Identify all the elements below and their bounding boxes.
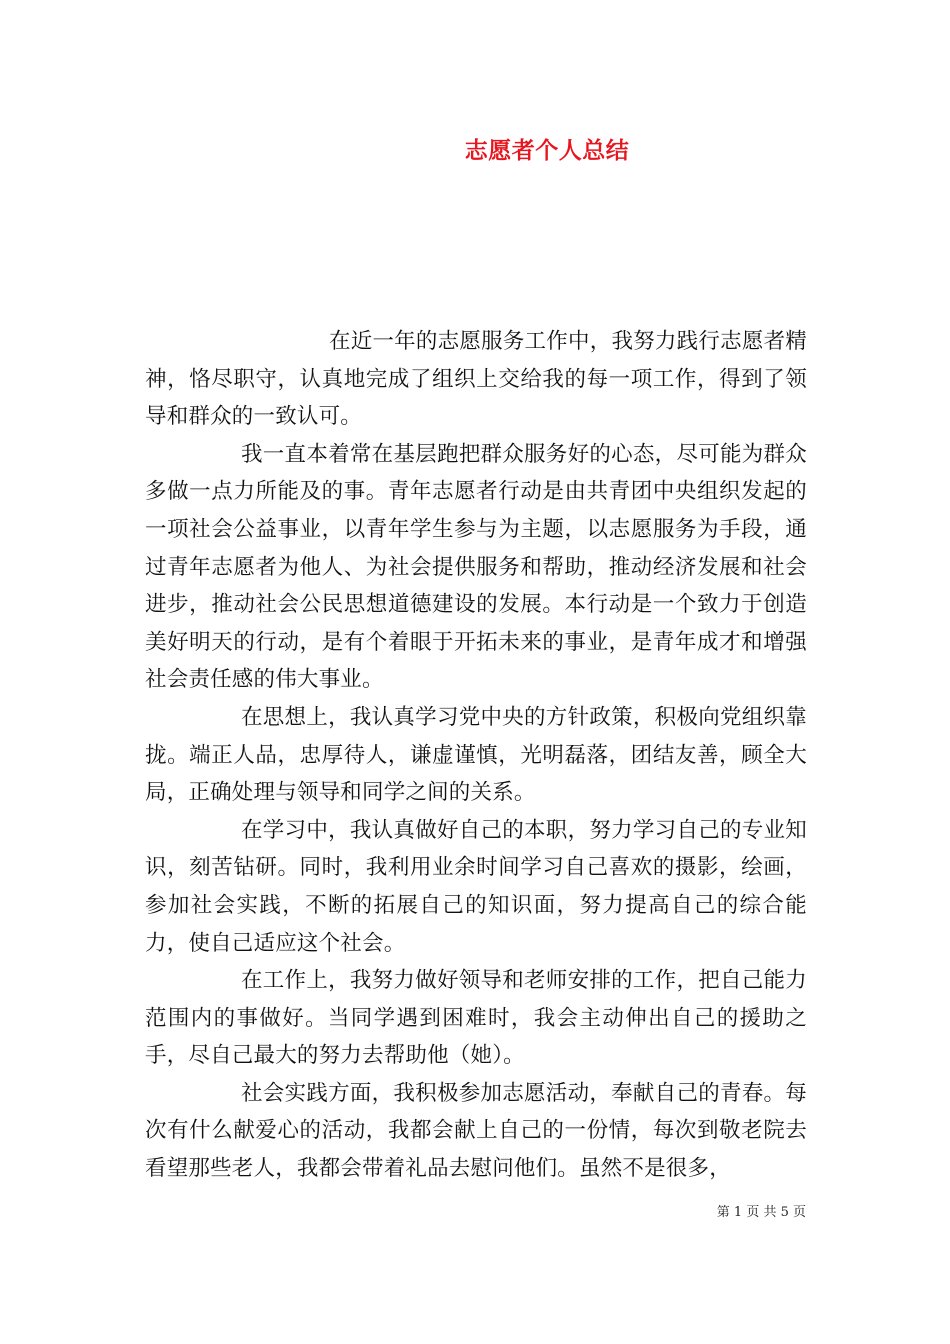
paragraph-intro: 在近一年的志愿服务工作中，我努力践行志愿者精神，恪尽职守，认真地完成了组织上交给我的每一项工作，得到了领导和群众的一致认可。 bbox=[145, 329, 807, 430]
paragraph-study: 在学习中，我认真做好自己的本职，努力学习自己的专业知识，刻苦钻研。同时，我利用业余时间学习自己喜欢的摄影，绘画，参加社会实践，不断的拓展自己的知识面，努力提高自己的综合能力，使自己适应这个社会。 bbox=[145, 817, 807, 956]
page-number-footer: 第 1 页 共 5 页 bbox=[716, 1205, 806, 1220]
paragraph-work: 在工作上，我努力做好领导和老师安排的工作，把自己能力范围内的事做好。当同学遇到困难时，我会主动伸出自己的援助之手，尽自己最大的努力去帮助他（她）。 bbox=[145, 968, 807, 1069]
document-body bbox=[145, 323, 807, 1188]
paragraph-social-practice: 社会实践方面，我积极参加志愿活动，奉献自己的青春。每次有什么献爱心的活动，我都会献上自己的一份情，每次到敬老院去看望那些老人，我都会带着礼品去慰问他们。虽然不是很多， bbox=[145, 1080, 807, 1182]
paragraph-thought: 在思想上，我认真学习党中央的方针政策，积极向党组织靠拢。端正人品，忠厚待人，谦虚谨慎，光明磊落，团结友善，顾全大局，正确处理与领导和同学之间的关系。 bbox=[145, 704, 807, 806]
paragraph-service-attitude: 我一直本着常在基层跑把群众服务好的心态，尽可能为群众多做一点力所能及的事。青年志愿者行动是由共青团中央组织发起的一项社会公益事业，以青年学生参与为主题，以志愿服务为手段，通过青年志愿者为他人、为社会提供服务和帮助，推动经济发展和社会进步，推动社会公民思想道德建设的发展。本行动是一个致力于创造美好明天的行动，是有个着眼于开拓未来的事业，是青年成才和增强社会责任感的伟大事业。 bbox=[145, 441, 807, 693]
document-title: 志愿者个人总结 bbox=[464, 138, 630, 164]
